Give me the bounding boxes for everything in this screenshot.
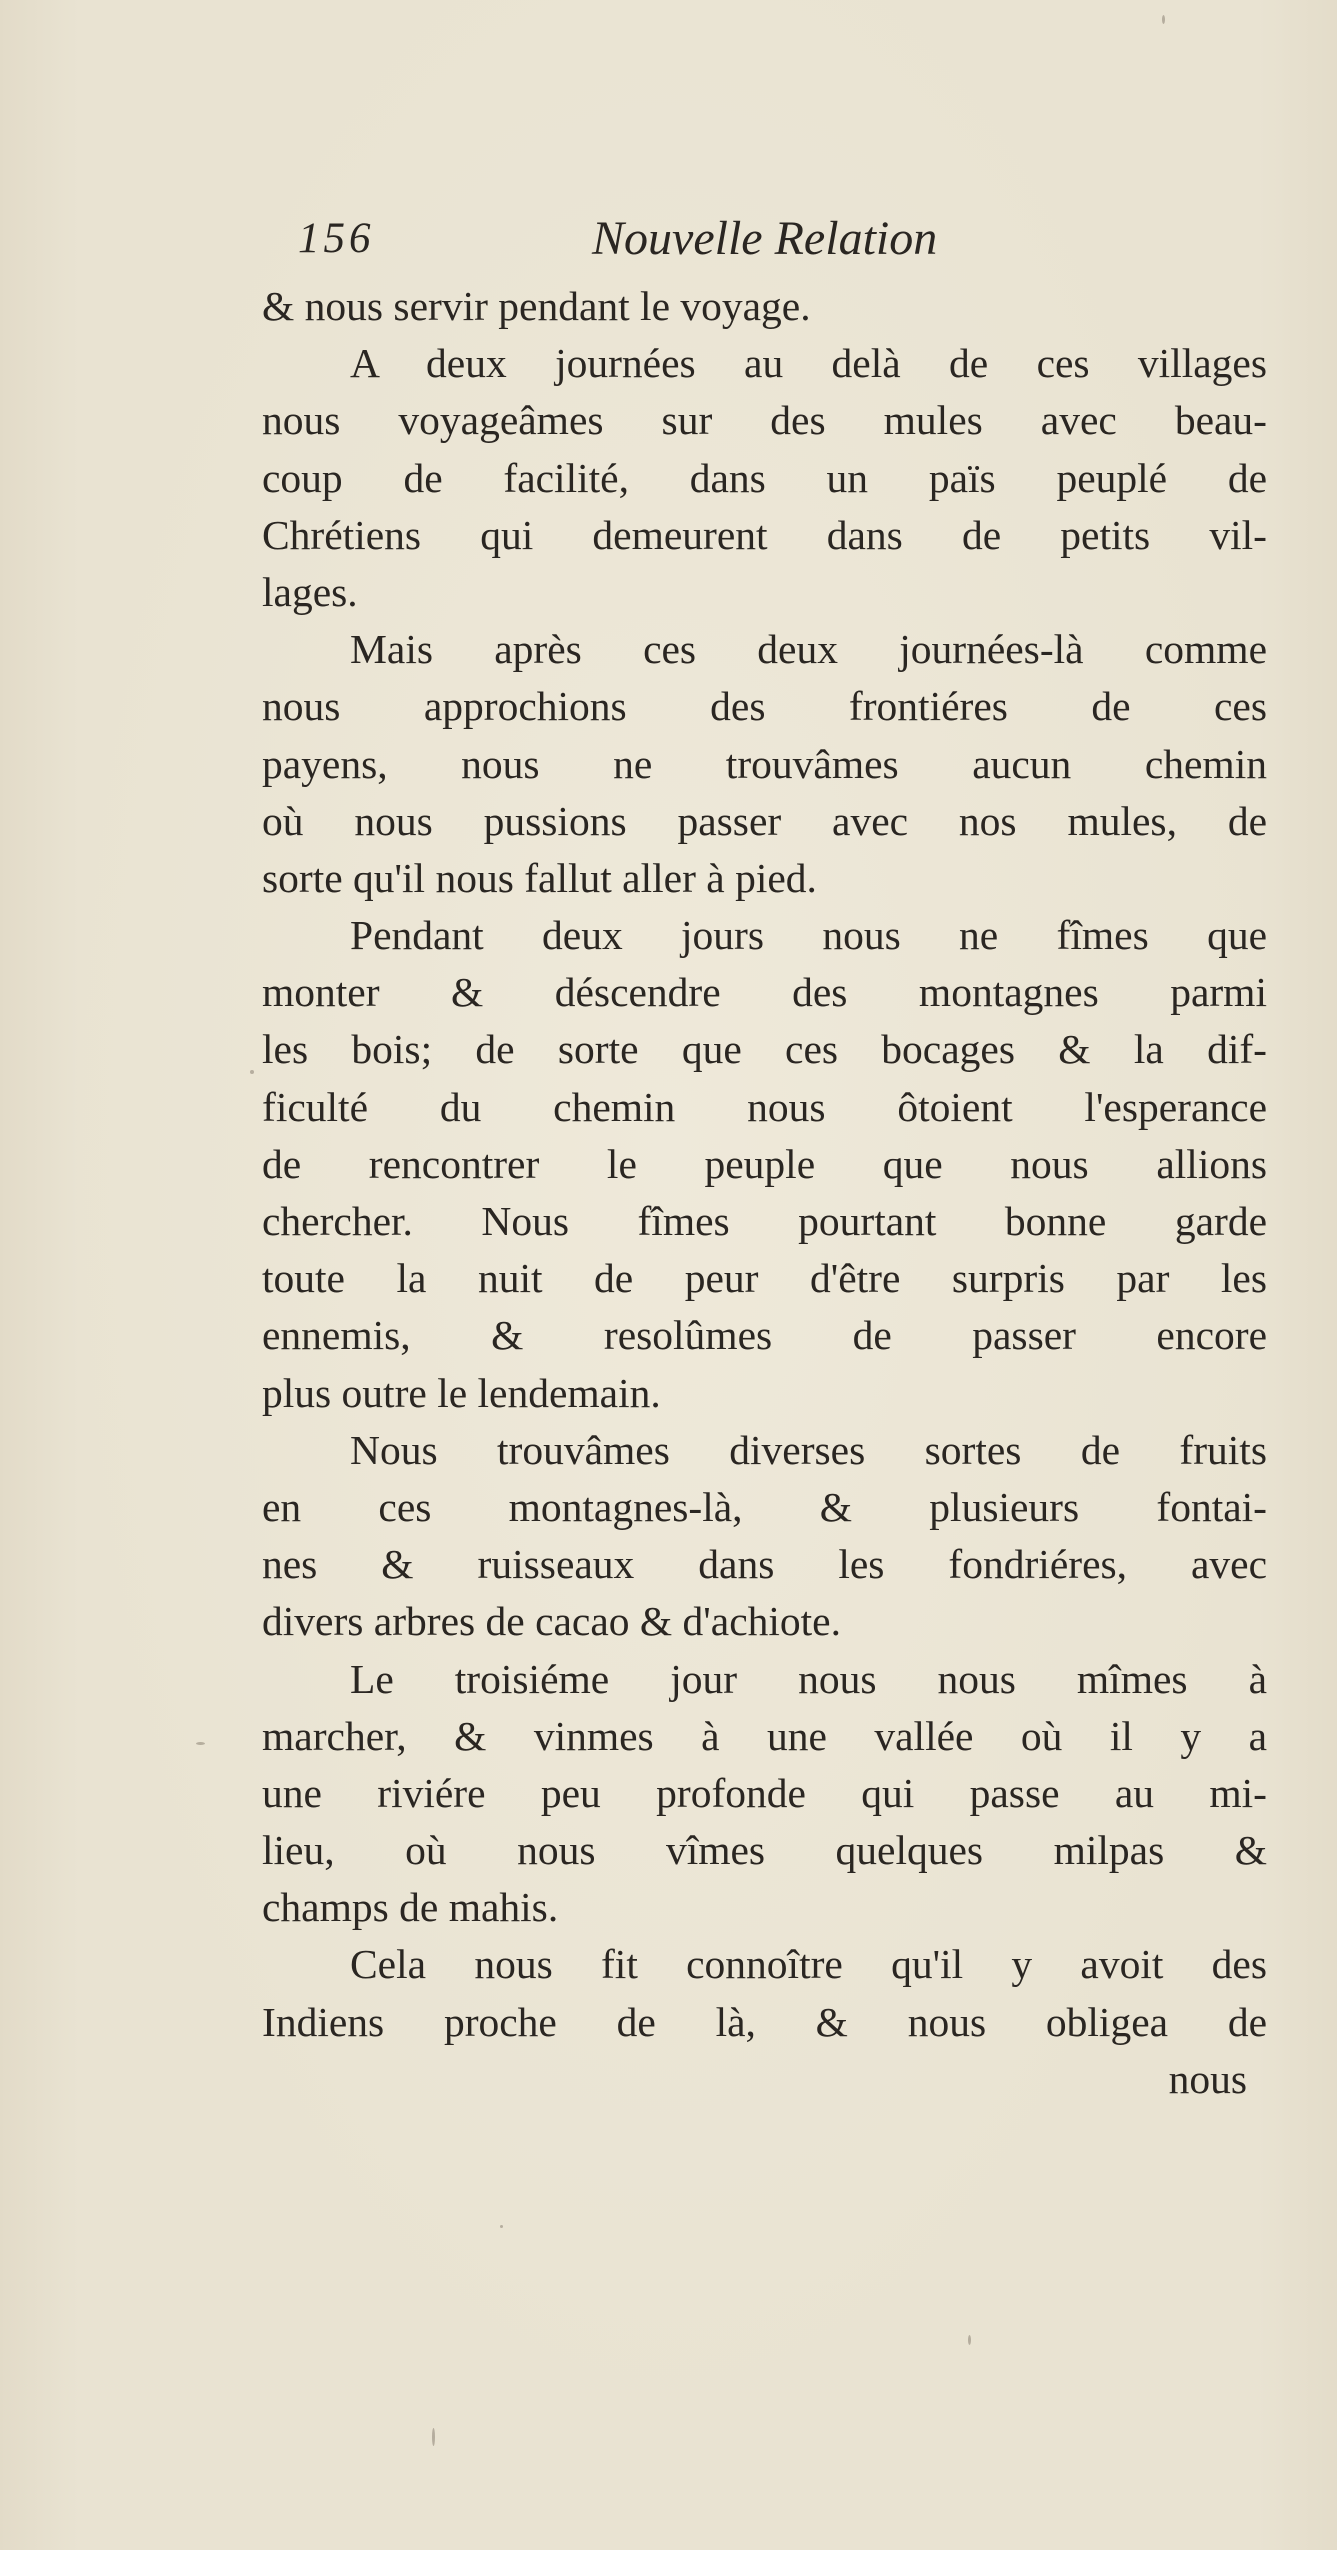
text-line: marcher, & vinmes à une vallée où il y a xyxy=(262,1712,1267,1759)
text-line: Mais après ces deux journées-là comme xyxy=(350,626,1267,673)
text-line: nes & ruisseaux dans les fondriéres, avec xyxy=(262,1541,1267,1588)
text-line: A deux journées au delà de ces villages xyxy=(350,340,1267,387)
running-head: Nouvelle Relation xyxy=(592,212,938,265)
text-line: plus outre le lendemain. xyxy=(262,1369,661,1416)
catchword: nous xyxy=(1168,2055,1247,2102)
text-line: en ces montagnes-là, & plusieurs fontai- xyxy=(262,1483,1267,1530)
text-line: champs de mahis. xyxy=(262,1884,559,1931)
text-line: ennemis, & resolûmes de passer encore xyxy=(262,1312,1267,1359)
text-line: où nous pussions passer avec nos mules, de xyxy=(262,797,1267,844)
text-line: Le troisiéme jour nous nous mîmes à xyxy=(350,1655,1267,1702)
text-line: lages. xyxy=(262,568,358,615)
text-line: ficulté du chemin nous ôtoient l'esperance xyxy=(262,1083,1267,1130)
text-line: sorte qu'il nous fallut aller à pied. xyxy=(262,854,817,901)
text-line: lieu, où nous vîmes quelques milpas & xyxy=(262,1827,1267,1874)
paper-speck xyxy=(1162,15,1165,24)
text-line: de rencontrer le peuple que nous allions xyxy=(262,1140,1267,1187)
paper-speck xyxy=(968,2335,971,2345)
text-line: & nous servir pendant le voyage. xyxy=(262,283,811,329)
text-line: coup de facilité, dans un païs peuplé de xyxy=(262,454,1267,501)
text-line: nous voyageâmes sur des mules avec beau- xyxy=(262,397,1267,444)
text-block xyxy=(262,200,1267,2108)
text-line: nous approchions des frontiéres de ces xyxy=(262,683,1267,730)
paper-speck xyxy=(432,2428,435,2446)
text-line: Cela nous fit connoître qu'il y avoit des xyxy=(350,1941,1267,1988)
paper-speck xyxy=(250,1070,254,1074)
text-line: une riviére peu profonde qui passe au mi- xyxy=(262,1769,1267,1816)
paper-speck xyxy=(196,1742,205,1745)
text-line: Pendant deux jours nous ne fîmes que xyxy=(350,912,1267,959)
page-header xyxy=(262,200,1267,278)
text-line: Chrétiens qui demeurent dans de petits vil- xyxy=(262,511,1267,558)
text-line: toute la nuit de peur d'être surpris par les xyxy=(262,1255,1267,1302)
text-line: chercher. Nous fîmes pourtant bonne garde xyxy=(262,1198,1267,1244)
text-line: payens, nous ne trouvâmes aucun chemin xyxy=(262,740,1267,787)
text-line: Nous trouvâmes diverses sortes de fruits xyxy=(350,1426,1267,1473)
text-line: les bois; de sorte que ces bocages & la dif- xyxy=(262,1026,1267,1073)
text-line: divers arbres de cacao & d'achiote. xyxy=(262,1598,841,1645)
paper-speck xyxy=(500,2225,503,2228)
text-line: Indiens proche de là, & nous obligea de xyxy=(262,1998,1267,2045)
page-number: 156 xyxy=(298,215,375,262)
text-line: monter & déscendre des montagnes parmi xyxy=(262,969,1267,1016)
